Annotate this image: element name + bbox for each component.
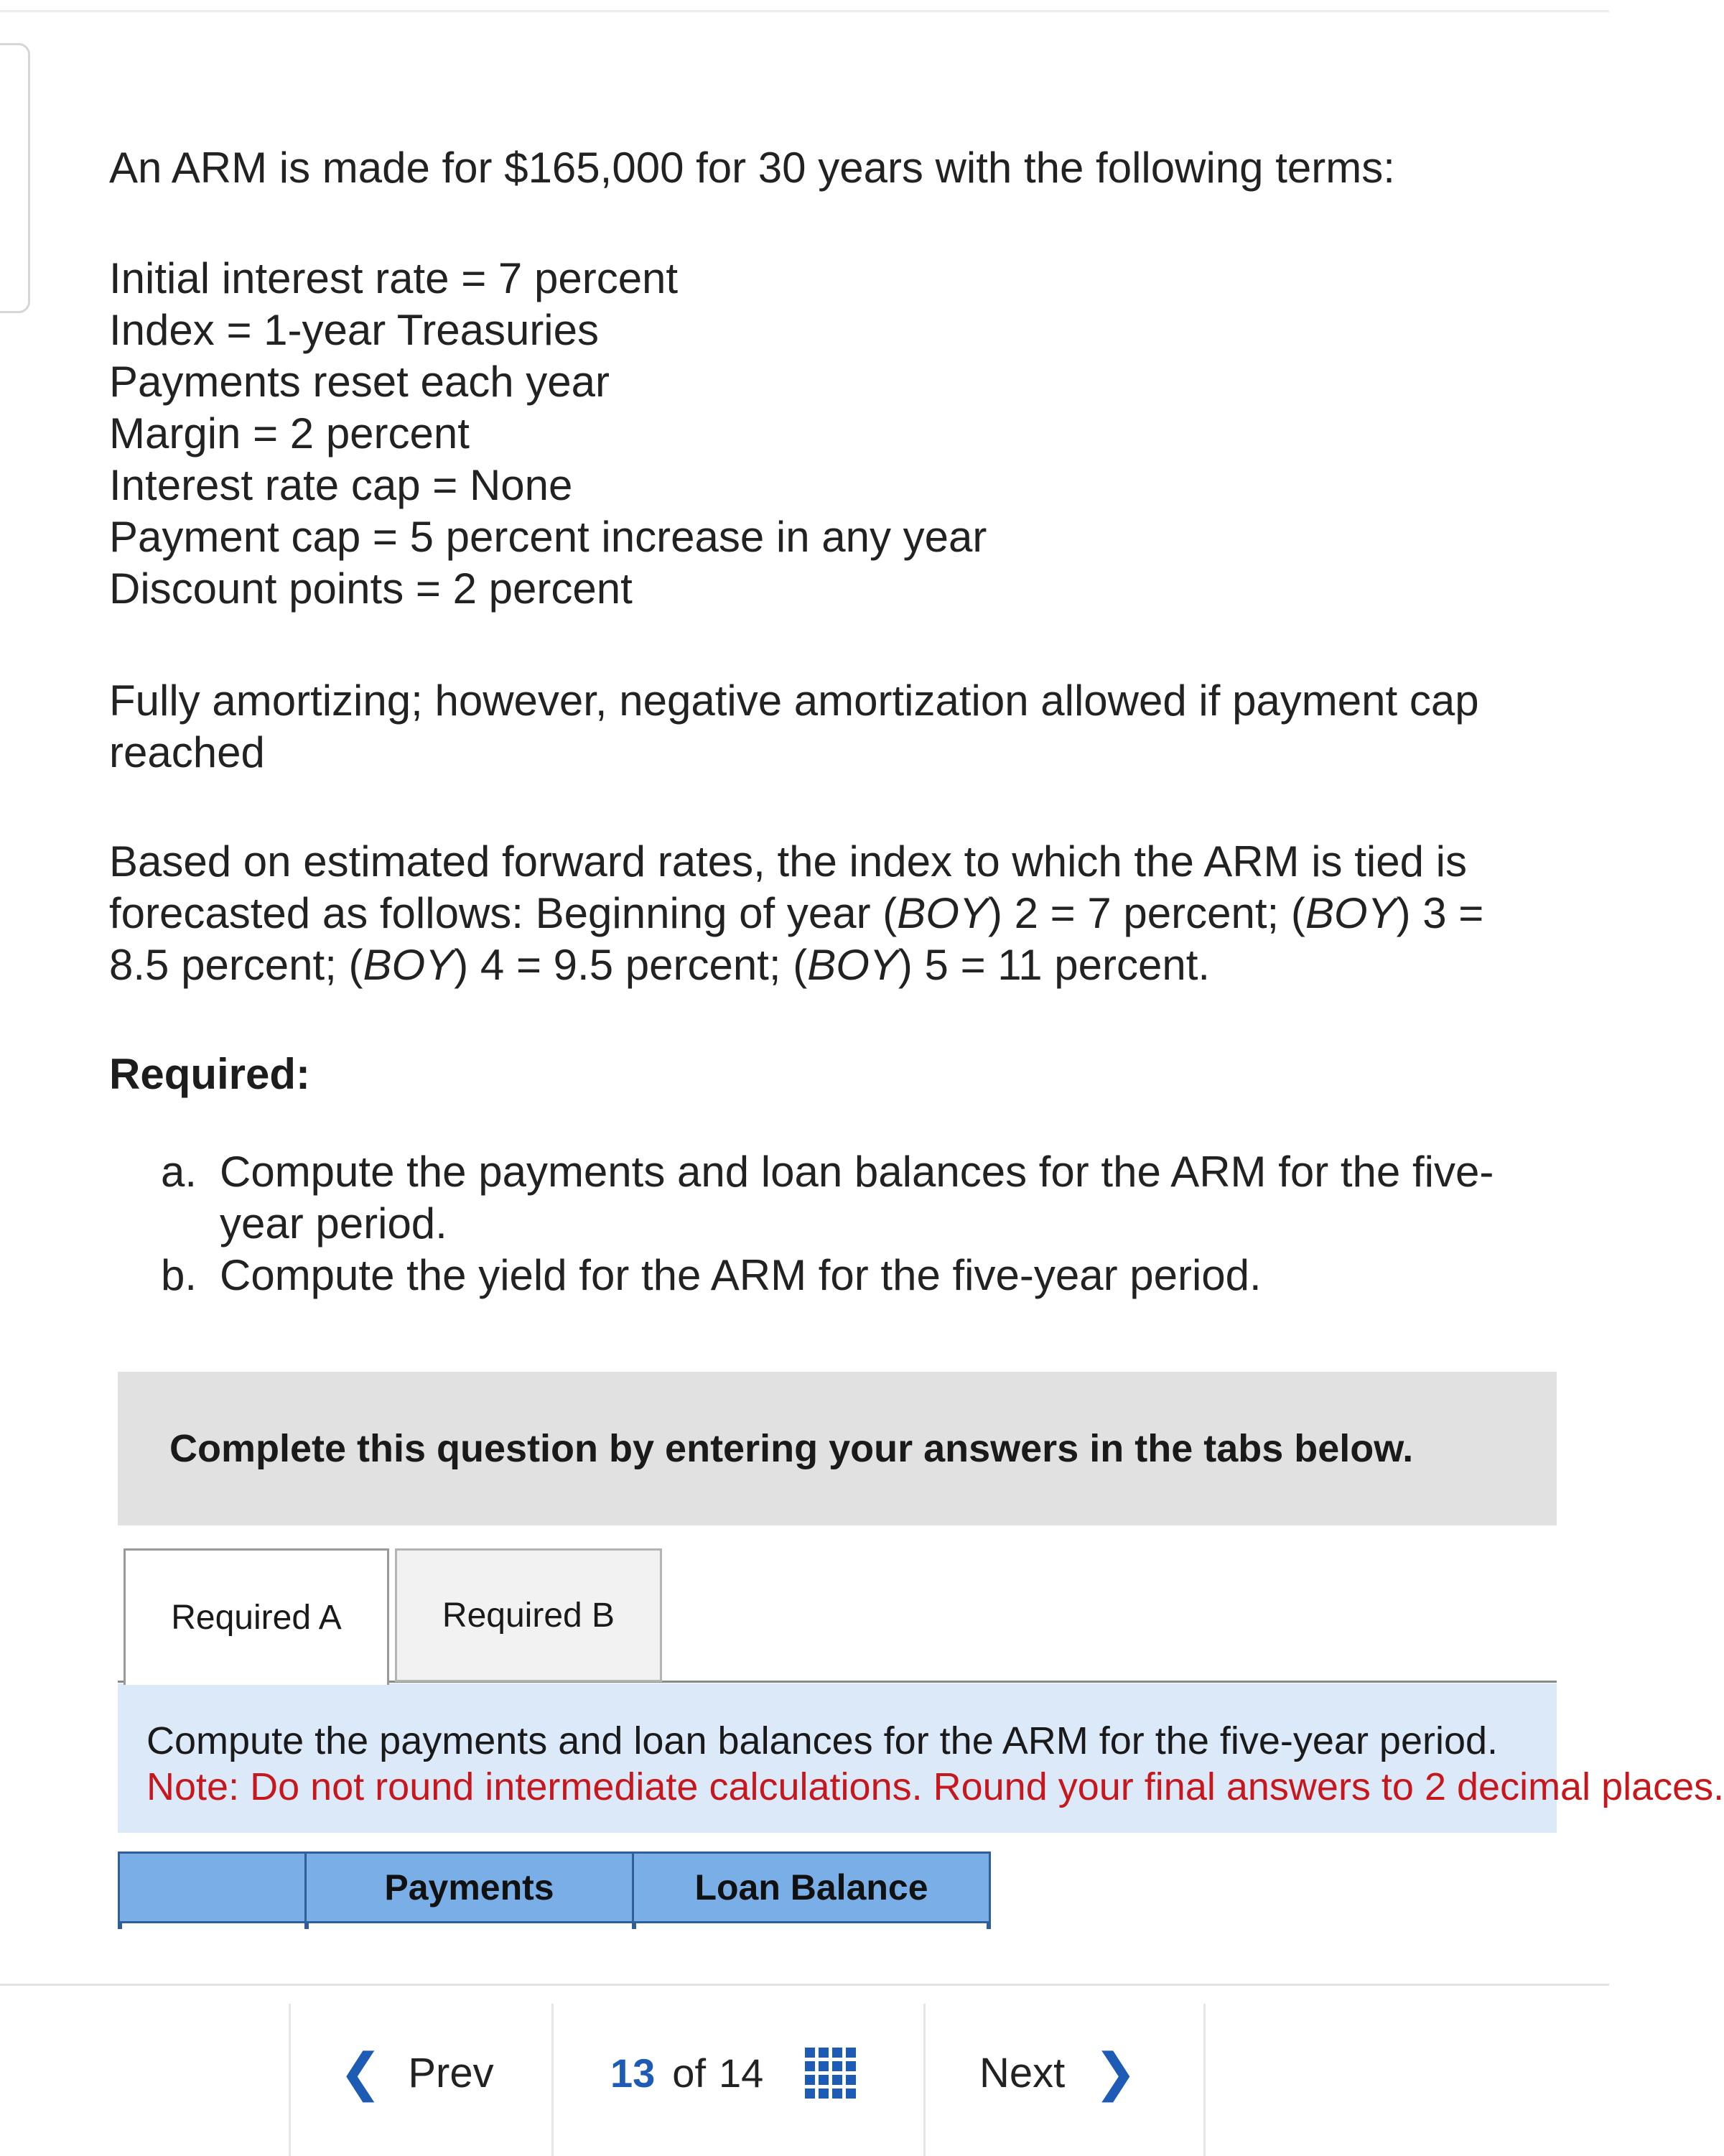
question-intro: An ARM is made for $165,000 for 30 years with the following terms:	[109, 144, 1395, 192]
required-item-marker: a.	[161, 1148, 197, 1196]
prev-button[interactable]	[339, 2030, 494, 2116]
required-item-text: Compute the yield for the ARM for the five-year period.	[220, 1251, 1262, 1299]
required-item-a	[161, 1146, 1568, 1250]
chevron-right-icon: ❯	[1094, 2044, 1137, 2101]
footer-separator	[923, 2004, 926, 2156]
loan-terms-list	[109, 253, 987, 615]
footer-separator	[1203, 2004, 1206, 2156]
column-edge	[118, 1923, 122, 1929]
term-initial-rate: Initial interest rate = 7 percent	[109, 254, 679, 302]
required-list	[161, 1146, 1568, 1301]
required-heading: Required:	[109, 1050, 311, 1098]
column-edge	[304, 1923, 309, 1929]
next-label: Next	[979, 2049, 1066, 2096]
term-payment-reset: Payments reset each year	[109, 358, 610, 406]
footer-separator	[551, 2004, 554, 2156]
header-loan-balance: Loan Balance	[694, 1867, 928, 1908]
side-panel-edge	[0, 43, 30, 313]
tab-instruction-panel	[118, 1683, 1724, 1833]
term-index: Index = 1-year Treasuries	[109, 306, 600, 354]
chevron-left-icon: ❮	[339, 2044, 383, 2101]
next-button[interactable]	[979, 2030, 1137, 2116]
page-indicator	[610, 2030, 856, 2116]
table-body-edge	[118, 1923, 991, 1929]
required-item-text: Compute the payments and loan balances for the ARM for the five-year period.	[220, 1148, 1494, 1247]
column-edge	[632, 1923, 636, 1929]
required-item-b	[161, 1250, 1568, 1301]
footer-divider	[0, 1984, 1609, 1986]
header-payments: Payments	[307, 1854, 634, 1921]
term-rate-cap: Interest rate cap = None	[109, 461, 573, 509]
header-year-column	[120, 1854, 307, 1921]
term-discount-points: Discount points = 2 percent	[109, 564, 633, 613]
top-divider	[0, 10, 1609, 12]
current-page: 13	[610, 2050, 656, 2096]
answer-table-header	[118, 1851, 991, 1923]
index-forecast: Based on estimated forward rates, the index to which the ARM is tied is forecasted as follows: Beginning of year (BOY) 2 = 7 percent; (BOY) 3 = 8.5 percent; (BOY) 4 = 9.5 percent; (BOY) 5 = 11 percent.	[109, 837, 1484, 989]
panel-instruction: Compute the payments and loan balances for the ARM for the five-year period.	[146, 1719, 1499, 1762]
instructions-banner-text: Complete this question by entering your answers in the tabs below.	[169, 1427, 1414, 1470]
total-pages: 14	[719, 2050, 764, 2096]
prev-label: Prev	[408, 2049, 494, 2096]
footer-separator	[289, 2004, 291, 2156]
answer-table	[118, 1851, 991, 1929]
term-payment-cap: Payment cap = 5 percent increase in any year	[109, 513, 987, 561]
instructions-banner	[118, 1372, 1557, 1525]
column-edge	[987, 1923, 991, 1929]
grid-icon[interactable]	[805, 2048, 856, 2099]
term-margin: Margin = 2 percent	[109, 409, 470, 457]
tab-required-a[interactable]: Required A	[124, 1548, 389, 1685]
panel-rounding-note: Note: Do not round intermediate calculations. Round your final answers to 2 decimal places.	[146, 1765, 1724, 1808]
required-item-marker: b.	[161, 1251, 197, 1299]
amortization-note: Fully amortizing; however, negative amortization allowed if payment cap reached	[109, 677, 1479, 776]
tab-required-b[interactable]: Required B	[395, 1548, 662, 1682]
page-of-label: of	[672, 2050, 706, 2096]
